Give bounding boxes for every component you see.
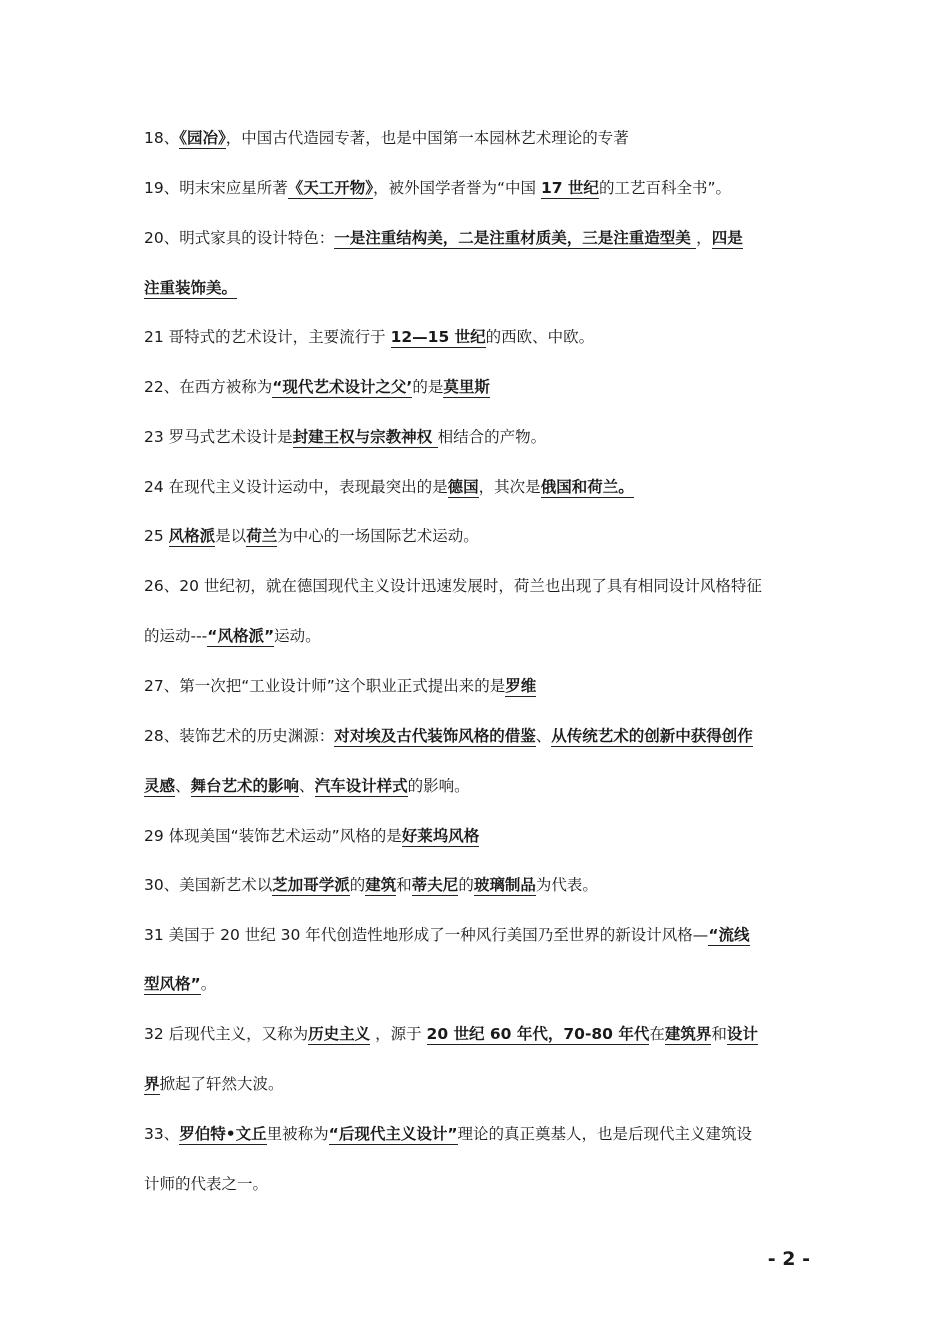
body-text: ，	[696, 229, 712, 247]
answer-text: 汽车设计样式	[314, 777, 408, 795]
body-text: 计师的代表之一。	[144, 1175, 269, 1193]
answer-text: 玻璃制品	[473, 876, 536, 894]
text-line	[144, 126, 808, 150]
text-line	[144, 574, 808, 598]
answer-text: 荷兰	[246, 527, 278, 545]
body-text: 的	[349, 876, 366, 894]
text-line	[144, 524, 808, 548]
body-text: 23 罗马式艺术设计是	[144, 428, 293, 446]
text-line	[144, 1022, 808, 1046]
answer-text: 二是注重材质美，	[458, 229, 583, 247]
answer-text: 历史主义	[308, 1025, 371, 1043]
text-line	[144, 824, 808, 848]
answer-text: 灵感	[144, 777, 176, 795]
body-text: 、	[299, 777, 315, 795]
body-text: 32 后现代主义，又称为	[144, 1025, 309, 1043]
body-text: 的是	[412, 378, 444, 396]
answer-text: 《天工开物》	[287, 179, 373, 197]
body-text: 里被称为	[266, 1125, 329, 1143]
body-text: 运动。	[274, 627, 321, 645]
body-text: 30、美国新艺术以	[144, 876, 273, 894]
body-text: ，源于	[370, 1025, 427, 1043]
body-text: 在	[649, 1025, 665, 1043]
page-number: - 2 -	[767, 1248, 810, 1270]
text-line	[144, 1172, 808, 1196]
body-text: 。	[200, 975, 217, 993]
answer-text: 莫里斯	[443, 378, 490, 396]
answer-text: 芝加哥学派	[272, 876, 350, 894]
body-text: 理论的真正奠基人，也是后现代主义建筑设	[457, 1125, 753, 1143]
body-text: 26、20 世纪初，就在德国现代主义设计迅速发展时，荷兰也出现了具有相同设计风格特征	[144, 577, 762, 595]
body-text: 29 体现美国“装饰艺术运动”风格的是	[144, 827, 402, 845]
text-line	[144, 724, 808, 748]
body-text: 24 在现代主义设计运动中，表现最突出的是	[144, 478, 448, 496]
text-line	[144, 774, 808, 798]
answer-text: 20 世纪 60 年代，	[426, 1025, 564, 1043]
answer-text: 一是注重结构美，	[334, 229, 459, 247]
body-text: 19、明末宋应星所著	[144, 179, 288, 197]
text-line	[144, 425, 808, 449]
body-text: 33、	[144, 1125, 180, 1143]
answer-text: 型风格”	[144, 975, 201, 993]
text-line	[144, 325, 808, 349]
text-line	[144, 276, 808, 300]
body-text: 的西欧、中欧。	[485, 328, 595, 346]
answer-text: 德国	[447, 478, 479, 496]
answer-text: 12—15 世纪	[390, 328, 486, 346]
answer-text: 设计	[726, 1025, 758, 1043]
text-line	[144, 624, 808, 648]
body-text: 掀起了轩然大波。	[159, 1075, 284, 1093]
body-text: 的影响。	[407, 777, 470, 795]
body-text: 25	[144, 527, 169, 545]
text-line	[144, 923, 808, 947]
answer-text: 风格派	[168, 527, 216, 545]
body-text: 28、装饰艺术的历史渊源：	[144, 727, 335, 745]
answer-text: 罗维	[505, 677, 537, 695]
answer-text: 四是	[711, 229, 743, 247]
answer-text: 舞台艺术的影响	[190, 777, 300, 795]
body-text: 的	[458, 876, 474, 894]
text-line	[144, 1122, 808, 1146]
body-text: ，中国古代造园专著，也是中国第一本园林艺术理论的专著	[225, 129, 629, 147]
text-line	[144, 226, 808, 250]
text-line	[144, 674, 808, 698]
text-line	[144, 176, 808, 200]
answer-text: “风格派”	[207, 627, 275, 645]
body-text: 22、在西方被称为	[144, 378, 273, 396]
body-text: ，被外国学者誉为“中国	[373, 179, 541, 197]
body-text: 的运动---	[144, 627, 208, 645]
answer-text: “现代艺术设计之父’	[272, 378, 413, 396]
answer-text: 17 世纪	[540, 179, 599, 197]
body-text: 相结合的产物。	[437, 428, 547, 446]
answer-text: 70-80 年代	[563, 1025, 650, 1043]
body-text: 和	[711, 1025, 727, 1043]
body-text: 、	[175, 777, 191, 795]
body-text: 18、	[144, 129, 180, 147]
answer-text: “流线	[708, 926, 750, 944]
answer-text: 建筑	[365, 876, 397, 894]
body-text: 27、第一次把“工业设计师”这个职业正式提出来的是	[144, 677, 506, 695]
answer-text: 对对埃及古代装饰风格的借鉴	[334, 727, 536, 745]
text-line	[144, 1072, 808, 1096]
answer-text: 封建王权与宗教神权	[292, 428, 438, 446]
answer-text: 三是注重造型美	[582, 229, 697, 247]
answer-text: 《园冶》	[179, 129, 226, 147]
answer-text: 界	[144, 1075, 160, 1093]
body-text: 为代表。	[535, 876, 598, 894]
body-text: 21 哥特式的艺术设计，主要流行于	[144, 328, 391, 346]
body-text: 是以	[215, 527, 247, 545]
body-text: 、	[535, 727, 552, 745]
answer-text: 建筑界	[664, 1025, 712, 1043]
text-line	[144, 475, 808, 499]
answer-text: 好莱坞风格	[401, 827, 480, 845]
answer-text: 罗伯特•文丘	[179, 1125, 267, 1143]
answer-text: 注重装饰美。	[144, 279, 238, 297]
body-text: 和	[396, 876, 412, 894]
text-line	[144, 375, 808, 399]
body-text: 的工艺百科全书”。	[598, 179, 731, 197]
body-text: ，其次是	[478, 478, 541, 496]
body-text: 20、明式家具的设计特色：	[144, 229, 335, 247]
body-text: 31 美国于 20 世纪 30 年代创造性地形成了一种风行美国乃至世界的新设计风格—	[144, 926, 709, 944]
text-line	[144, 873, 808, 897]
answer-text: 俄国和	[540, 478, 588, 496]
answer-text: “后现代主义设计”	[328, 1125, 458, 1143]
answer-text: 从传统艺术的创新中获得创作	[551, 727, 753, 745]
answer-text: 荷兰。	[587, 478, 634, 496]
text-line	[144, 972, 808, 996]
answer-text: 蒂夫尼	[411, 876, 459, 894]
body-text: 为中心的一场国际艺术运动。	[277, 527, 479, 545]
